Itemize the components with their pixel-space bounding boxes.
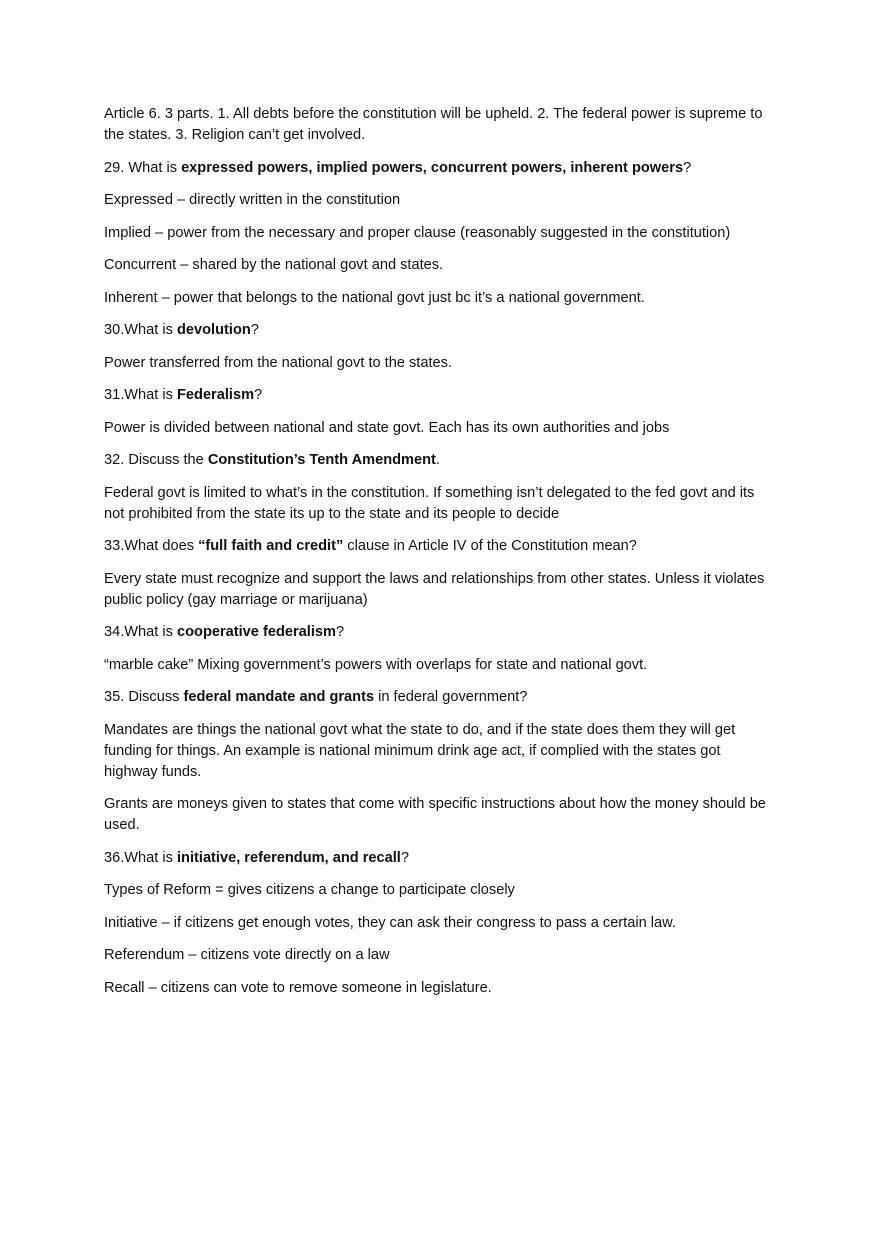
text-run: Grants are moneys given to states that come with specific instructions about how the money should be used.	[104, 796, 766, 833]
text-run: Power transferred from the national govt to the states.	[104, 354, 452, 371]
text-run: Every state must recognize and support the laws and relationships from other states. Unless it violates public policy (gay marriage or marijuana)	[104, 570, 765, 608]
paragraph	[104, 622, 776, 643]
text-run: 32. Discuss the	[104, 452, 208, 468]
text-run: ?	[335, 624, 345, 640]
text-run: Expressed – directly written in the constitution	[104, 192, 401, 208]
paragraph	[104, 687, 776, 708]
paragraph	[104, 913, 776, 934]
text-run: Referendum – citizens vote directly on a law	[104, 947, 390, 963]
bold-text: Constitution’s Tenth Amendment	[207, 452, 436, 468]
paragraph	[104, 320, 776, 341]
text-run: Initiative – if citizens get enough votes, they can ask their congress to pass a certain law.	[104, 914, 676, 931]
text-run: Implied – power from the necessary and proper clause (reasonably suggested in the constitution)	[104, 224, 731, 241]
paragraph	[104, 536, 776, 557]
paragraph	[104, 104, 776, 146]
text-run: 30.What is	[104, 322, 177, 338]
paragraph	[104, 794, 776, 836]
paragraph	[104, 978, 776, 999]
paragraph	[104, 945, 776, 966]
bold-text: “full faith and credit”	[198, 538, 344, 554]
text-run: ?	[250, 322, 259, 338]
text-run: 33.What does	[104, 538, 199, 554]
paragraph	[104, 385, 776, 406]
paragraph	[104, 450, 776, 471]
text-run: Types of Reform = gives citizens a change to participate closely	[104, 882, 515, 898]
paragraph	[104, 418, 776, 439]
paragraph	[104, 190, 776, 211]
bold-text: Federalism	[177, 387, 255, 403]
paragraph	[104, 880, 776, 901]
text-run: Mandates are things the national govt what the state to do, and if the state does them they will get funding for things. An example is national minimum drink age act, if complied with the states got highway funds.	[104, 721, 736, 780]
text-run: 29. What is	[104, 159, 182, 176]
paragraph	[104, 353, 776, 374]
paragraph	[104, 720, 776, 783]
bold-text: federal mandate and grants	[183, 689, 375, 705]
bold-text: devolution	[177, 322, 251, 338]
text-run: ?	[254, 387, 263, 403]
text-run: “marble cake” Mixing government’s powers with overlaps for state and national govt.	[104, 656, 648, 673]
paragraph	[104, 223, 776, 244]
text-run: ?	[683, 159, 692, 176]
text-run: Federal govt is limited to what’s in the constitution. If something isn’t delegated to the fed govt and its not prohibited from the state its up to the state and its people to decide	[104, 484, 755, 522]
text-run: Concurrent – shared by the national govt and states.	[104, 257, 444, 273]
document-page	[104, 104, 776, 1010]
bold-text: cooperative federalism	[177, 624, 336, 640]
bold-text: initiative, referendum, and recall	[177, 849, 401, 866]
text-run: 31.What is	[104, 387, 177, 403]
text-run: ?	[400, 849, 409, 866]
text-run: Inherent – power that belongs to the national govt just bc it’s a national government.	[104, 289, 645, 306]
text-run: 35. Discuss	[104, 689, 184, 705]
paragraph	[104, 288, 776, 309]
document-body	[104, 104, 776, 999]
text-run: 34.What is	[104, 624, 177, 640]
paragraph	[104, 848, 776, 869]
paragraph	[104, 655, 776, 676]
text-run: Power is divided between national and state govt. Each has its own authorities and jobs	[104, 419, 670, 436]
text-run: in federal government?	[374, 689, 528, 705]
paragraph	[104, 483, 776, 525]
text-run: Recall – citizens can vote to remove someone in legislature.	[104, 979, 492, 996]
text-run: Article 6. 3 parts. 1. All debts before the constitution will be upheld. 2. The federal power is supreme to the states. 3. Religion can’t get involved.	[104, 106, 763, 143]
text-run: clause in Article IV of the Constitution mean?	[343, 538, 637, 554]
text-run: 36.What is	[104, 849, 177, 866]
text-run: .	[435, 452, 440, 468]
bold-text: expressed powers, implied powers, concurrent powers, inherent powers	[181, 159, 684, 176]
paragraph	[104, 158, 776, 179]
paragraph	[104, 255, 776, 276]
paragraph	[104, 569, 776, 611]
